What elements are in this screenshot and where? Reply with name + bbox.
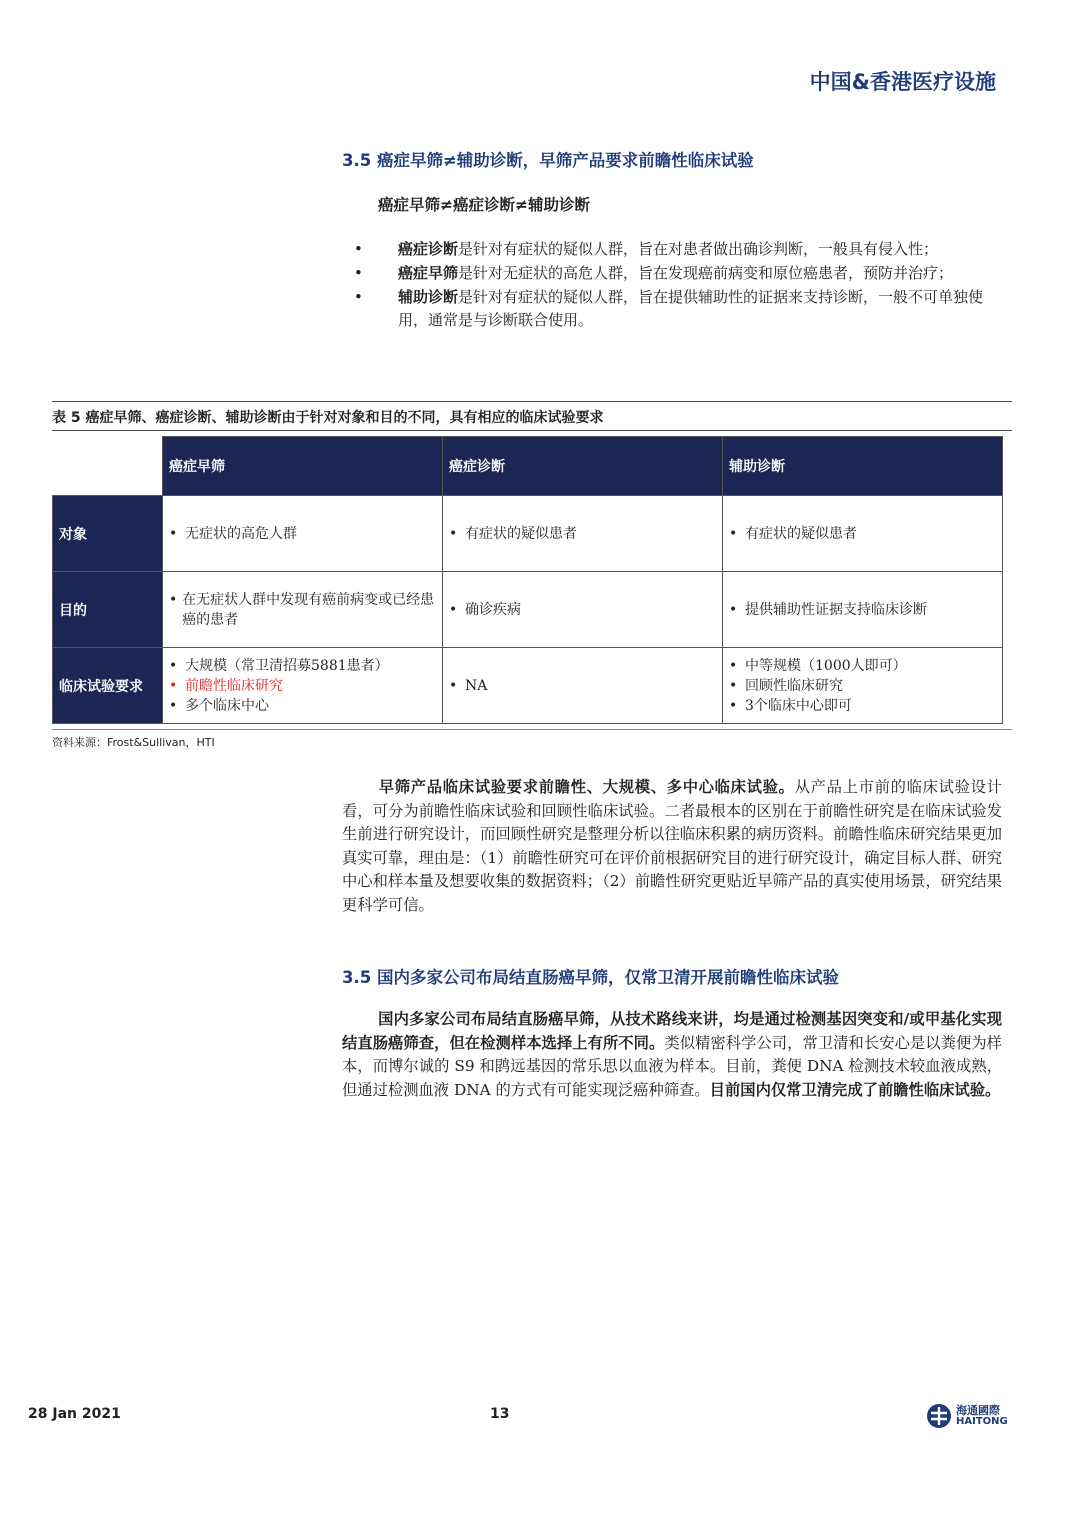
bullet-item: • 辅助诊断是针对有症状的疑似人群，旨在提供辅助性的证据来支持诊断，一般不可单独使用，通常是与诊断联合使用。 (354, 288, 984, 329)
source-note: 资料来源：Frost&Sullivan，HTI (52, 736, 215, 749)
bullet-item: • 癌症早筛是针对无症状的高危人群，旨在发现癌前病变和原位癌患者，预防并治疗； (354, 264, 954, 282)
cell-text-highlight: 前瞻性临床研究 (185, 677, 283, 694)
paragraph-lead: 国内多家公司布局结直肠癌早筛，从技术路线来讲，均是通过检测基因突变和/或甲基化实现结直肠癌筛查，但在检测样本选择上有所不同。 (342, 1010, 1002, 1052)
paragraph-text: 从产品上市前的临床试验设计看，可分为前瞻性临床试验和回顾性临床试验。二者最根本的区别在于前瞻性研究是在临床试验发生前进行研究设计，而回顾性研究是整理分析以往临床积累的病历资料。前瞻性临床研究结果更加真实可靠，理由是：（1）前瞻性研究可在评价前根据研究目的进行研究设计，确定目标人群、研究中心和样本量及想要收集的数据资料；（2）前瞻性研究更贴近早筛产品的真实使用场景，研究结果更科学可信。 (342, 778, 1002, 914)
paragraph-lead: 早筛产品临床试验要求前瞻性、大规模、多中心临床试验。 (378, 778, 795, 796)
table-cell: • 无症状的高危人群 (163, 496, 443, 572)
cell-text: NA (465, 677, 488, 694)
cell-text: 有症状的疑似患者 (745, 525, 857, 542)
paragraph-2 (342, 1008, 1002, 1102)
paragraph-tail: 目前国内仅常卫清完成了前瞻性临床试验。 (709, 1080, 1001, 1099)
cell-text: 中等规模（1000人即可） (745, 657, 907, 674)
divider (52, 430, 1012, 431)
bullet-text: 是针对无症状的高危人群，旨在发现癌前病变和原位癌患者，预防并治疗； (458, 264, 954, 282)
bullet-item: • 癌症诊断是针对有症状的疑似人群，旨在对患者做出确诊判断，一般具有侵入性； (354, 240, 939, 258)
bullet-text: 是针对有症状的疑似人群，旨在对患者做出确诊判断，一般具有侵入性； (458, 240, 939, 258)
cell-text: 确诊疾病 (465, 601, 521, 618)
divider (52, 729, 1012, 730)
table-row (53, 648, 1003, 724)
table-corner (53, 437, 163, 496)
row-label: 临床试验要求 (53, 648, 163, 724)
table-cell: • 大规模（常卫清招募5881患者） • 前瞻性临床研究 • 多个临床中心 (163, 648, 443, 724)
bullet-term: 癌症早筛 (398, 264, 459, 282)
table-cell: • 中等规模（1000人即可） • 回顾性临床研究 • 3个临床中心即可 (723, 648, 1003, 724)
cell-text: 3个临床中心即可 (745, 697, 852, 714)
logo-cn: 海通國際 (956, 1404, 1000, 1417)
haitong-logo-icon (926, 1403, 952, 1429)
cell-text: 无症状的高危人群 (185, 525, 297, 542)
table-cell: • 有症状的疑似患者 (723, 496, 1003, 572)
bullet-term: 癌症诊断 (398, 240, 459, 258)
bullet-term: 辅助诊断 (398, 288, 459, 306)
cell-text: 多个临床中心 (185, 697, 269, 714)
table-cell: • 确诊疾病 (443, 572, 723, 648)
header-title: 中国&香港医疗设施 (809, 70, 996, 94)
divider (52, 401, 1012, 402)
row-label: 对象 (53, 496, 163, 572)
table-header: 癌症早筛 (163, 437, 443, 496)
page-number: 13 (490, 1406, 510, 1422)
cell-text: 回顾性临床研究 (745, 677, 843, 694)
comparison-table (52, 436, 1003, 724)
table-header: 癌症诊断 (443, 437, 723, 496)
table-cell: • 有症状的疑似患者 (443, 496, 723, 572)
paragraph-text: 类似精密科学公司，常卫清和长安心是以粪便为样本，而博尔诚的 S9 和鹍远基因的常乐思以血液为样本。目前，粪便 DNA 检测技术较血液成熟，但通过检测血液 DNA 的方式有可能实现泛癌种筛查。 (342, 1033, 1002, 1099)
table-cell: • 在无症状人群中发现有癌前病变或已经患癌的患者 (163, 572, 443, 648)
bullet-list (354, 238, 1004, 333)
cell-text: 大规模（常卫清招募5881患者） (185, 657, 389, 674)
paragraph-1 (342, 776, 1002, 917)
section-title-2: 3.5 国内多家公司布局结直肠癌早筛，仅常卫清开展前瞻性临床试验 (342, 968, 839, 987)
section-title-1: 3.5 癌症早筛≠辅助诊断，早筛产品要求前瞻性临床试验 (342, 151, 754, 170)
haitong-logo (926, 1403, 1008, 1429)
logo-en: HAITONG (956, 1416, 1008, 1427)
table-cell: • NA (443, 648, 723, 724)
cell-text: 提供辅助性证据支持临床诊断 (745, 601, 927, 618)
table-header: 辅助诊断 (723, 437, 1003, 496)
table-cell: • 提供辅助性证据支持临床诊断 (723, 572, 1003, 648)
footer-date: 28 Jan 2021 (28, 1406, 121, 1422)
subhead: 癌症早筛≠癌症诊断≠辅助诊断 (378, 195, 590, 214)
row-label: 目的 (53, 572, 163, 648)
table-caption: 表 5 癌症早筛、癌症诊断、辅助诊断由于针对对象和目的不同，具有相应的临床试验要求 (52, 410, 604, 426)
table-row (53, 496, 1003, 572)
cell-text: 有症状的疑似患者 (465, 525, 577, 542)
bullet-text: 是针对有症状的疑似人群，旨在提供辅助性的证据来支持诊断，一般不可单独使用，通常是与诊断联合使用。 (398, 288, 984, 329)
table-header-row (53, 437, 1003, 496)
cell-text: 在无症状人群中发现有癌前病变或已经患癌的患者 (182, 591, 435, 628)
table-row (53, 572, 1003, 648)
